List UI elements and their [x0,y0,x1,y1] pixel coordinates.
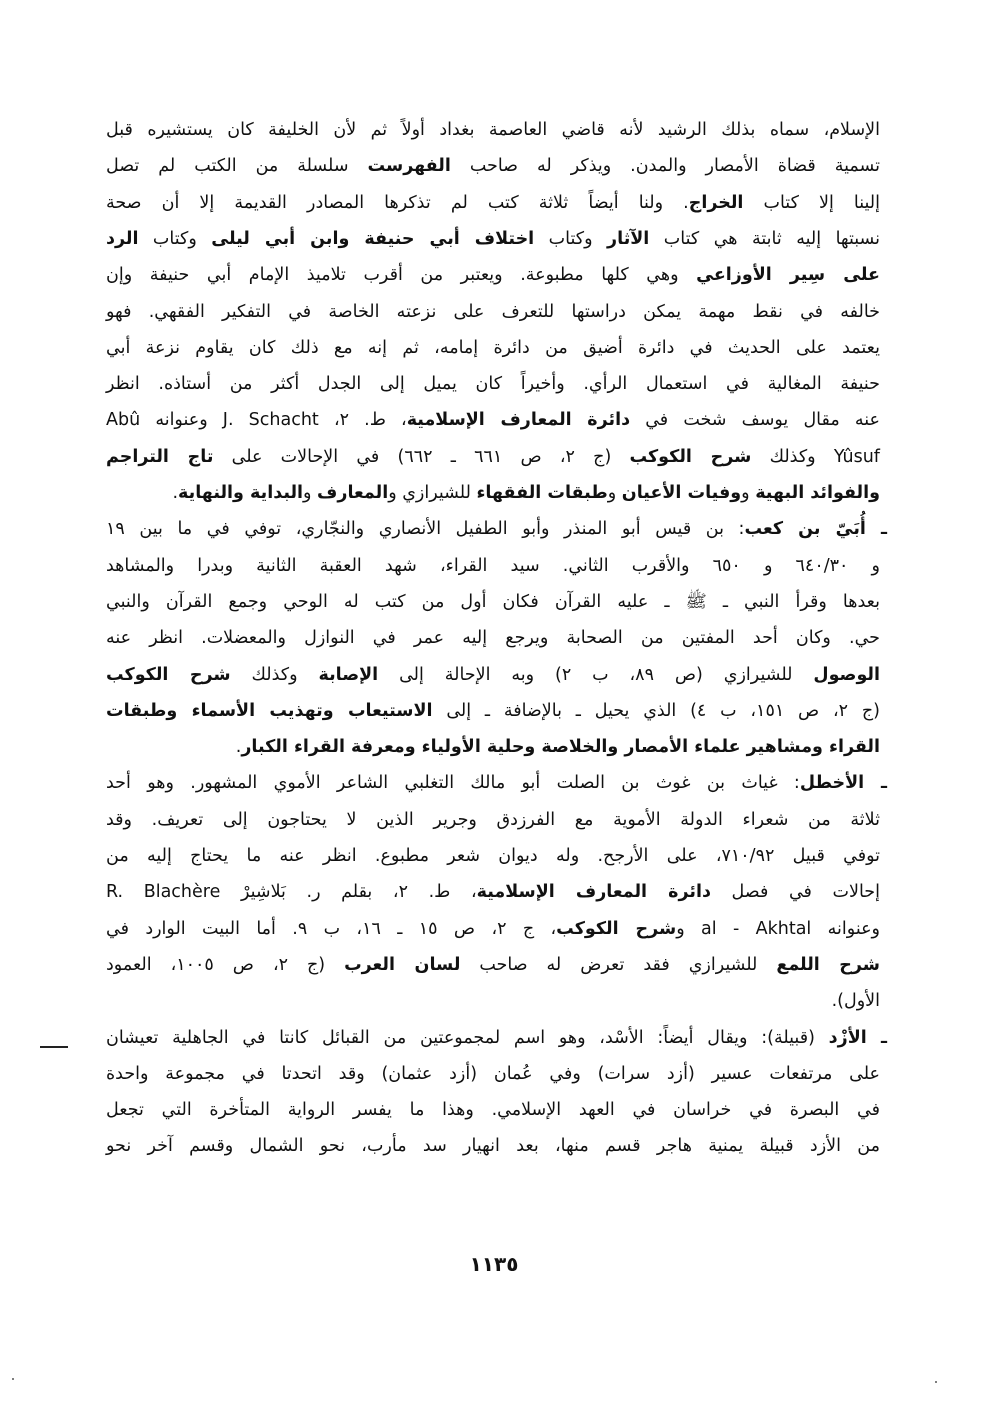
text-segment: و [607,483,622,503]
text-line [106,1093,880,1127]
text-segment: حي. وكان أحد المفتين من الصحابة ويرجع إليه عمر في النوازل والمعضلات. انظر عنه [106,628,880,649]
text-line [106,839,880,873]
text-line [106,512,887,546]
text-segment: الإسلام، سماه بذلك الرشيد لأنه قاضي العاصمة بغداد أولاً ثم لأن الخليفة كان يستشيره قبل [106,120,880,140]
text-segment: (ج ٢، ص ١٥١، ب ٤) الذي يحيل ـ بالإضافة ـ إلى [432,700,881,721]
text-line [106,621,880,655]
text-segment: يعتمد على الحديث في دائرة أضيق من دائرة إمامه، ثم إنه مع ذلك كان يقاوم نزعة أبي [106,337,880,358]
text-line [106,331,880,365]
text-segment: بعدها وقرأ النبي ـ ﷺ ـ عليه القرآن فكان أول من كتب له الوحي وجمع القرآن والنبي [106,591,880,612]
text-line [106,258,880,292]
text-line [106,1129,880,1163]
bold-text-segment: دائرة المعارف الإسلامية [406,410,631,431]
bold-text-segment: الاستيعاب وتهذيب الأسماء وطبقات [106,700,433,721]
text-line [106,585,880,619]
text-segment: إحالات في فصل [710,882,880,903]
text-segment: ، ج ٢، ص ١٥ ـ ١٦، ب ٩. أما البيت الوارد في [106,918,557,939]
text-segment: (قبيلة): ويقال أيضاً: الأسْد، وهو اسم لمجموعتين من القبائل كانتا في الجاهلية تعيشان [106,1027,829,1048]
text-line [106,222,880,256]
text-segment: Yûsuf وكذلك [751,446,880,467]
text-segment: خالفه في نقط مهمة يمكن دراستها للتعرف على نزعته الخاصة في التفكير الفقهي. فهو [106,301,880,322]
text-line [106,694,880,728]
text-segment: للشيرازي فقد تعرض له صاحب [460,954,777,975]
text-segment: و [741,483,756,503]
text-segment: ، ط. ٢، J. Schacht وعنوانه Abû [106,410,407,431]
bold-text-segment: الآثار [607,228,650,249]
bold-text-segment: ـ الأخطل [799,773,887,794]
text-segment: الأول). [831,991,880,1012]
text-line [106,113,880,147]
text-line [106,549,880,583]
text-segment: نسبتها إليه ثابتة هي كتاب [649,228,881,249]
text-line [106,476,880,510]
text-segment: . ولنا أيضاً ثلاثة كتب لم تذكرها المصادر القديمة إلا أن صحة [106,192,689,213]
text-line [106,803,880,837]
scan-speck [935,1381,937,1383]
bold-text-segment: وفيات الأعيان [621,483,742,503]
text-segment: (ج ٢، ص ٦٦١ ـ ٦٦٢) في الإحالات على [213,446,630,467]
bold-text-segment: الخراج [688,192,744,213]
text-line [106,367,880,401]
bold-text-segment: شرح الكوكب [556,918,677,939]
text-segment: على مرتفعات عسير (أزد سرات) وفي عُمان (أزد عثمان) وقد اتحدتا في مجموعة واحدة [106,1063,880,1084]
text-line [106,766,887,800]
text-segment: للشيرازي و [388,483,477,503]
text-segment: : بن قيس أبو المنذر وأبو الطفيل الأنصاري والنجّاري، توفي في ما بين ١٩ [106,519,745,540]
text-segment: حنيفة المغالية في استعمال الرأي. وأخيراً كان يميل إلى الجدل أكثر من أستاذه. انظر [106,374,880,395]
bold-text-segment: على سِير الأوزاعي [696,265,880,286]
text-segment: و ٦٤٠/٣٠ و ٦٥٠ والأقرب الثاني. سيد القراء، شهد العقبة الثانية وبدرا والمشاهد [106,555,881,576]
bold-text-segment: شرح الكوكب [629,446,752,467]
text-segment: في البصرة في خراسان في العهد الإسلامي. وهذا ما يفسر الرواية المتأخرة التي تجعل [106,1100,880,1121]
text-segment: تسمية قضاة الأمصار والمدن. ويذكر له صاحب [450,156,880,177]
text-line [106,875,880,909]
text-line [106,149,880,183]
page-number: ١١٣٥ [469,1252,519,1276]
text-segment: . [172,483,179,503]
text-segment: و [303,483,318,503]
bold-text-segment: ـ الأزْد [828,1027,887,1048]
bold-text-segment: الوصول [813,664,880,685]
text-segment: وكذلك [230,664,319,685]
text-segment: إلينا إلا كتاب [743,192,880,213]
text-segment: وكتاب [138,228,212,249]
bold-text-segment: ـ أُبَيّ بن كعب [744,519,887,540]
bold-text-segment: شرح اللمع [776,954,880,975]
bold-text-segment: الإصابة [318,664,379,685]
text-segment: وكتاب [534,228,608,249]
text-segment: عنه مقال يوسف شخت في [630,410,880,431]
bold-text-segment: شرح الكوكب [106,664,231,685]
text-segment: (ج ٢، ص ١٠٠٥، العمود [106,954,345,975]
text-segment: ثلاثة من شعراء الدولة الأموية مع الفرزدق وجرير الذين لا يحتاجون إلى تعريف. وقد [106,809,880,830]
text-segment: توفي قبيل ٧١٠/٩٢، على الأرجح. وله ديوان شعر مطبوع. انظر عنه ما يحتاج إليه من [106,846,880,866]
bold-text-segment: طبقات الفقهاء [476,483,608,503]
text-segment: ، ط. ٢، بقلم ر. بَلاشِيرْ R. Blachère [106,882,477,903]
bold-text-segment: الرد [106,228,139,249]
margin-mark [40,1046,68,1048]
text-segment: وعنوانه al - Akhtal و [676,918,880,939]
text-segment: : غياث بن غوث بن الصلت أبو مالك التغلبي الشاعر الأموي المشهور. وهو أحد [106,773,800,794]
text-line [106,912,880,946]
bold-text-segment: اختلاف أبي حنيفة وابن أبي ليلى [211,228,535,249]
bold-text-segment: القراء ومشاهير علماء الأمصار والخلاصة وحلية الأولياء ومعرفة القراء الكبار [241,737,880,758]
bold-text-segment: المعارف [317,483,389,503]
text-line [106,186,880,220]
text-segment: للشيرازي (ص ٨٩، ب ٢) وبه الإحالة إلى [378,664,814,685]
text-line [106,948,880,982]
text-line [106,295,880,329]
scan-speck [12,1378,14,1380]
bold-text-segment: الفهرست [367,156,451,177]
text-line [106,440,880,474]
bold-text-segment: تاج التراجم [106,446,214,467]
text-segment: وهي كلها مطبوعة. ويعتبر من أقرب تلاميذ الإمام أبي حنيفة وإن [106,265,697,286]
bold-text-segment: البداية والنهاية [178,483,304,503]
text-line [106,403,880,437]
text-segment: من الأزد قبيلة يمنية هاجر قسم منها، بعد انهيار سد مأرب، نحو الشمال وقسم آخر نحو [106,1136,880,1157]
text-line [106,730,880,764]
bold-text-segment: لسان العرب [344,954,461,975]
text-segment: . [235,737,242,758]
text-line [106,984,880,1018]
text-segment: سلسلة من الكتب لم تصل [106,156,368,177]
text-line [106,1021,887,1055]
text-line [106,658,880,692]
bold-text-segment: والفوائد البهية [755,483,880,503]
bold-text-segment: دائرة المعارف الإسلامية [476,882,711,903]
text-line [106,1057,880,1091]
